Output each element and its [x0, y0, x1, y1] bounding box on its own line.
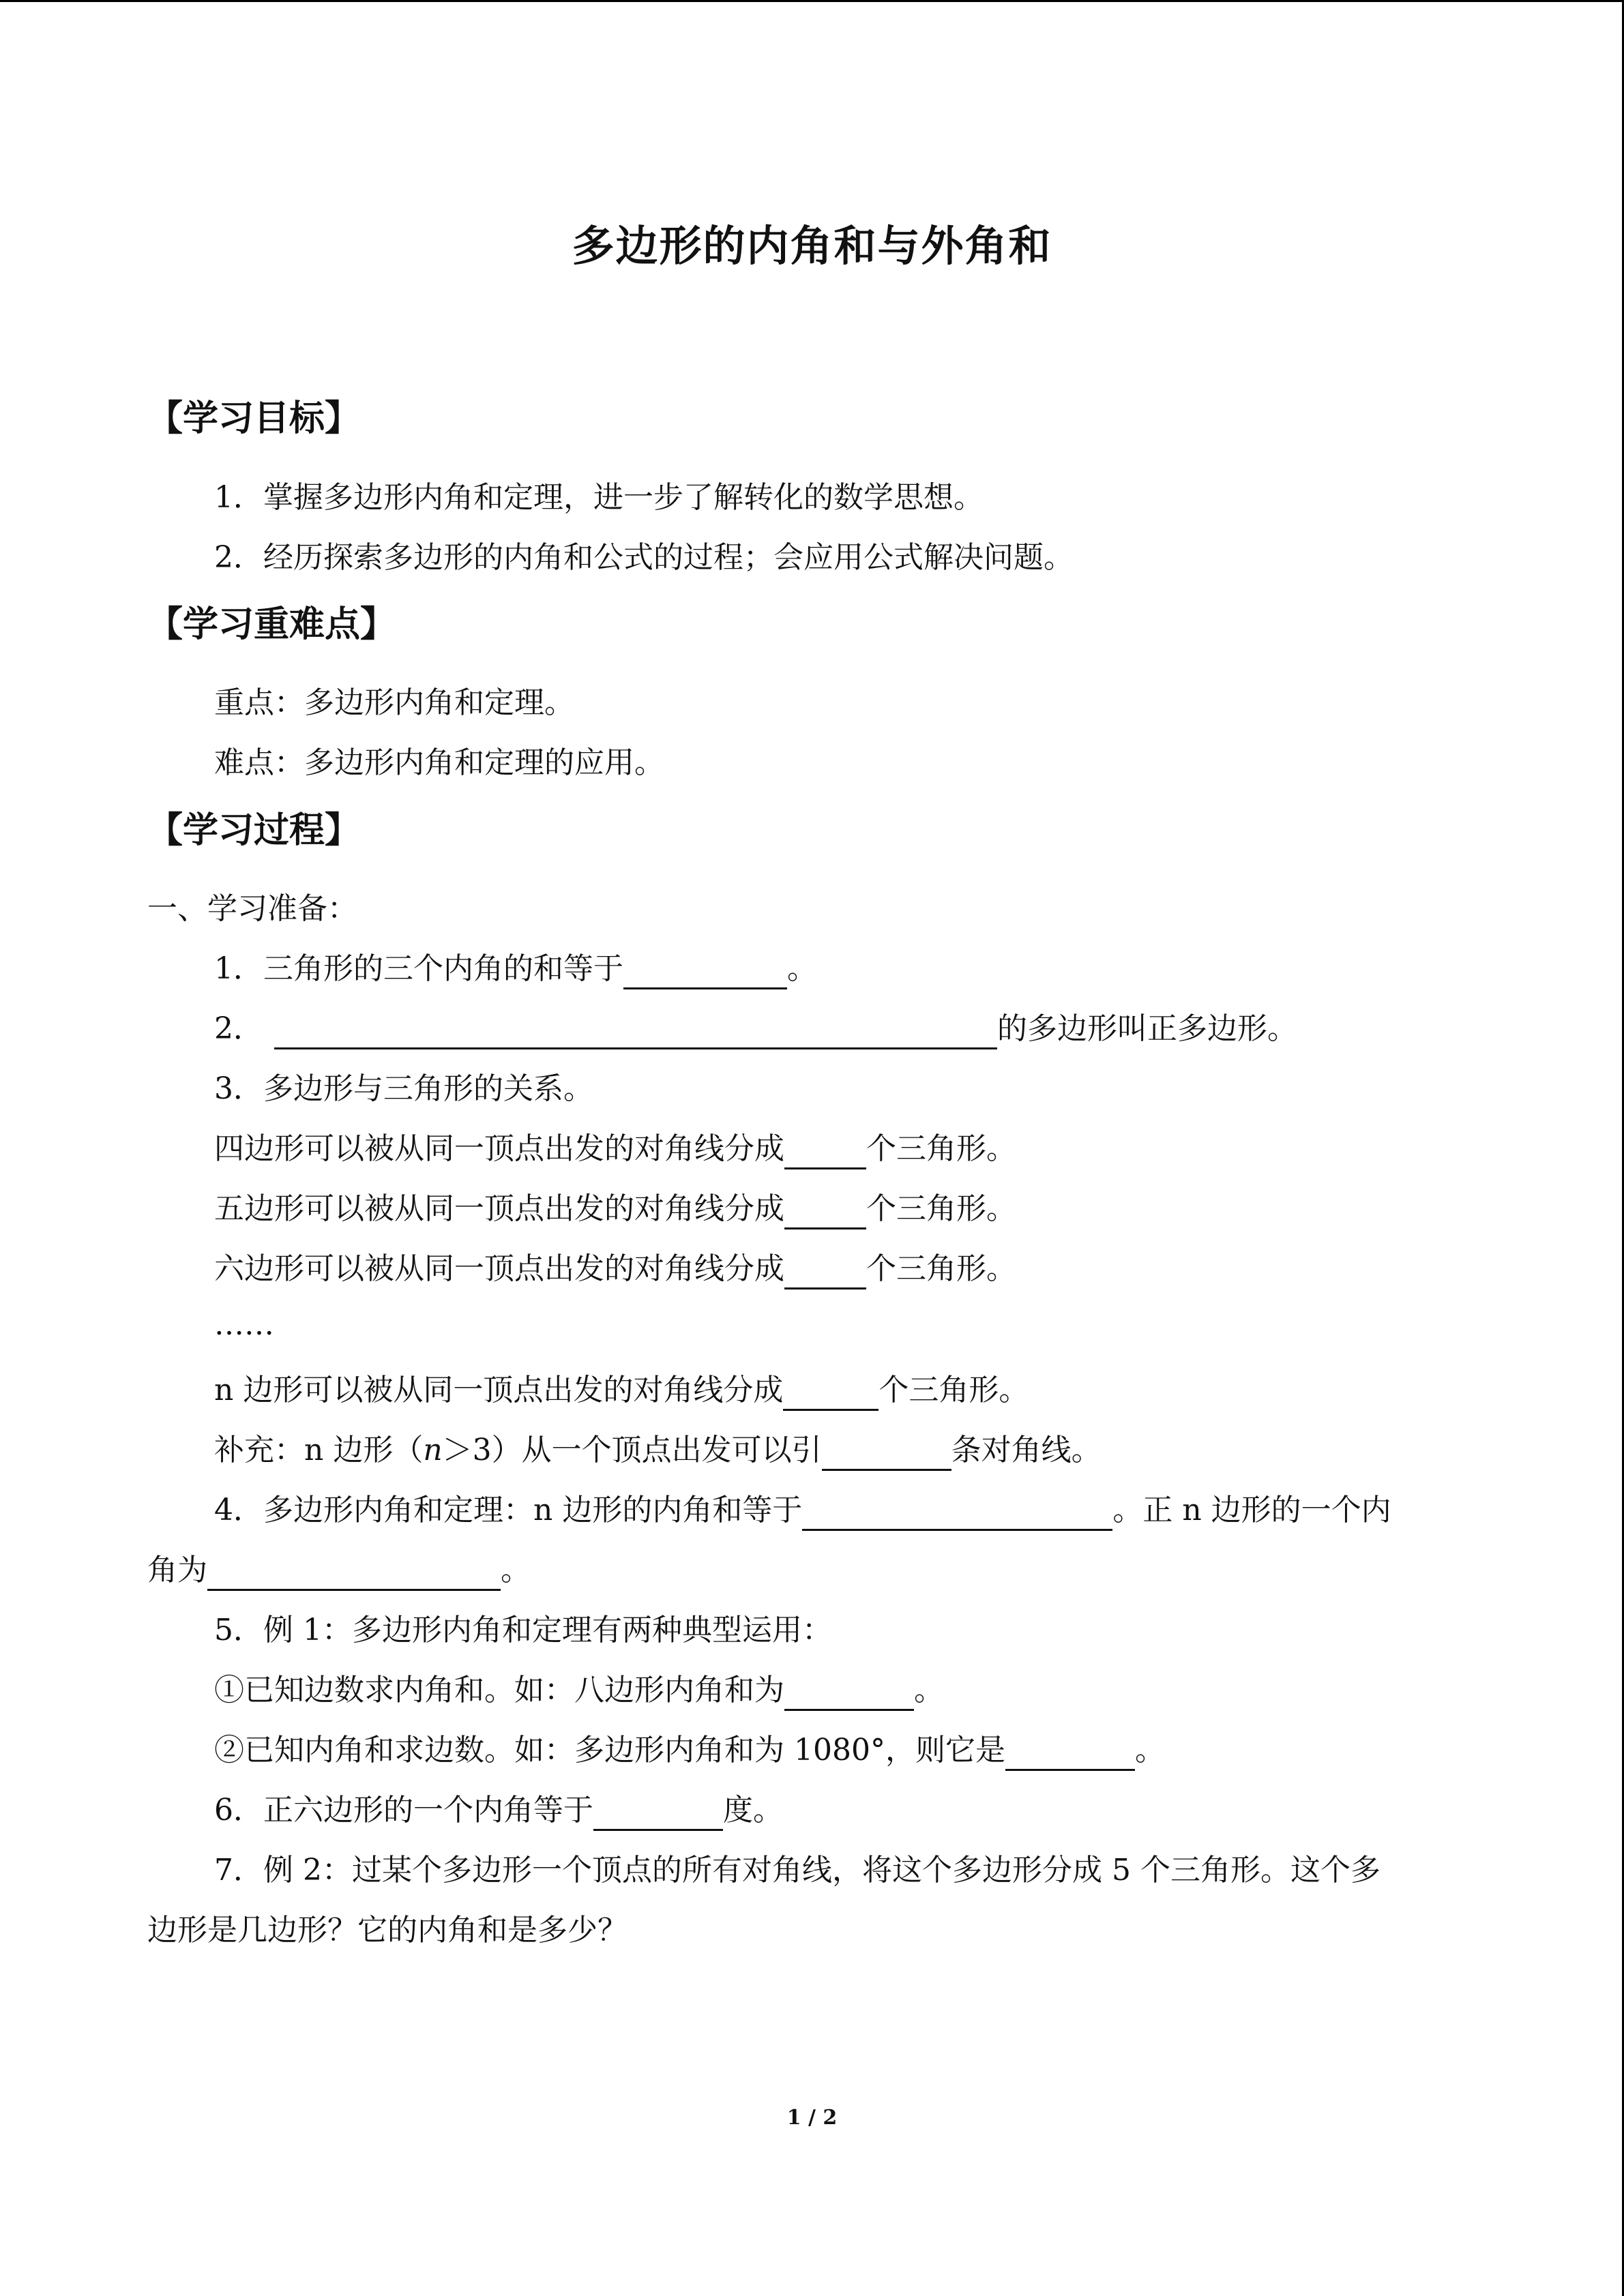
question-4-end: 。正 n 边形的一个内	[1112, 1493, 1391, 1527]
page-title: 多边形的内角和与外角和	[572, 221, 1052, 271]
question-2-text: 的多边形叫正多边形。	[997, 1011, 1297, 1046]
question-5b	[214, 1730, 1165, 1771]
supplement-text-1: 补充：n 边形（	[214, 1433, 424, 1467]
supplement-end: 条对角线。	[951, 1433, 1102, 1467]
question-5a-end: 。	[914, 1673, 944, 1708]
hexagon-end: 个三角形。	[866, 1251, 1016, 1286]
supplement-line	[214, 1430, 1102, 1471]
key-point-item-2: 难点：多边形内角和定理的应用。	[214, 745, 664, 780]
prep-title: 一、学习准备：	[147, 891, 357, 926]
key-point-item-1: 重点：多边形内角和定理。	[214, 685, 574, 720]
answer-blank[interactable]	[784, 1196, 866, 1229]
objectives-heading: 【学习目标】	[147, 398, 361, 439]
process-heading: 【学习过程】	[147, 810, 361, 851]
page-number: 1 / 2	[786, 2106, 838, 2130]
question-5b-end: 。	[1134, 1733, 1165, 1768]
answer-blank[interactable]	[623, 956, 787, 989]
key-points-heading: 【学习重难点】	[147, 604, 396, 645]
variable-n: n	[423, 1433, 443, 1467]
quadrilateral-end: 个三角形。	[866, 1131, 1016, 1166]
question-7: 7．例 2：过某个多边形一个顶点的所有对角线，将这个多边形分成 5 个三角形。这个多	[214, 1853, 1381, 1888]
answer-blank[interactable]	[802, 1497, 1112, 1531]
answer-blank[interactable]	[1005, 1738, 1135, 1771]
question-5b-text: ②已知内角和求边数。如：多边形内角和为 1080°，则它是	[214, 1733, 1005, 1768]
answer-blank[interactable]	[784, 1678, 914, 1711]
hexagon-line	[214, 1249, 1016, 1289]
pentagon-end: 个三角形。	[866, 1191, 1016, 1226]
pentagon-line	[214, 1189, 1016, 1229]
ngon-text: n 边形可以被从同一顶点出发的对角线分成	[214, 1373, 784, 1407]
answer-blank[interactable]	[274, 1016, 997, 1049]
hexagon-text: 六边形可以被从同一顶点出发的对角线分成	[214, 1251, 784, 1286]
question-6-end: 度。	[723, 1793, 783, 1828]
question-7-continued: 边形是几边形？它的内角和是多少？	[147, 1913, 628, 1948]
ngon-end: 个三角形。	[879, 1373, 1029, 1407]
objective-item-1: 1．掌握多边形内角和定理，进一步了解转化的数学思想。	[214, 480, 984, 515]
answer-blank[interactable]	[207, 1557, 501, 1591]
question-2-number: 2．	[214, 1011, 263, 1046]
supplement-text-2: ＞3）从一个顶点出发可以引	[442, 1433, 822, 1467]
question-5a	[214, 1670, 944, 1711]
question-1-end: 。	[787, 951, 817, 986]
question-2	[214, 1009, 1297, 1049]
question-3: 3．多边形与三角形的关系。	[214, 1071, 593, 1106]
answer-blank[interactable]	[784, 1256, 866, 1289]
quadrilateral-line	[214, 1129, 1016, 1169]
quadrilateral-text: 四边形可以被从同一顶点出发的对角线分成	[214, 1131, 784, 1166]
question-5a-text: ①已知边数求内角和。如：八边形内角和为	[214, 1673, 784, 1708]
question-4-text: 4．多边形内角和定理：n 边形的内角和等于	[214, 1493, 803, 1527]
question-4	[214, 1490, 1391, 1531]
answer-blank[interactable]	[783, 1377, 879, 1411]
question-1-text: 1．三角形的三个内角的和等于	[214, 951, 623, 986]
question-1	[214, 949, 817, 989]
question-6	[214, 1790, 783, 1831]
answer-blank[interactable]	[822, 1437, 951, 1471]
ellipsis: ……	[214, 1307, 274, 1342]
pentagon-text: 五边形可以被从同一顶点出发的对角线分成	[214, 1191, 784, 1226]
answer-blank[interactable]	[784, 1136, 866, 1169]
question-5: 5．例 1：多边形内角和定理有两种典型运用：	[214, 1613, 832, 1648]
ngon-line	[214, 1370, 1029, 1411]
question-6-text: 6．正六边形的一个内角等于	[214, 1793, 593, 1828]
answer-blank[interactable]	[593, 1798, 723, 1831]
objective-item-2: 2．经历探索多边形的内角和公式的过程；会应用公式解决问题。	[214, 540, 1074, 575]
question-4-continued	[147, 1550, 531, 1591]
question-4-cont-text: 角为	[147, 1553, 207, 1587]
question-4-cont-end: 。	[501, 1553, 531, 1587]
